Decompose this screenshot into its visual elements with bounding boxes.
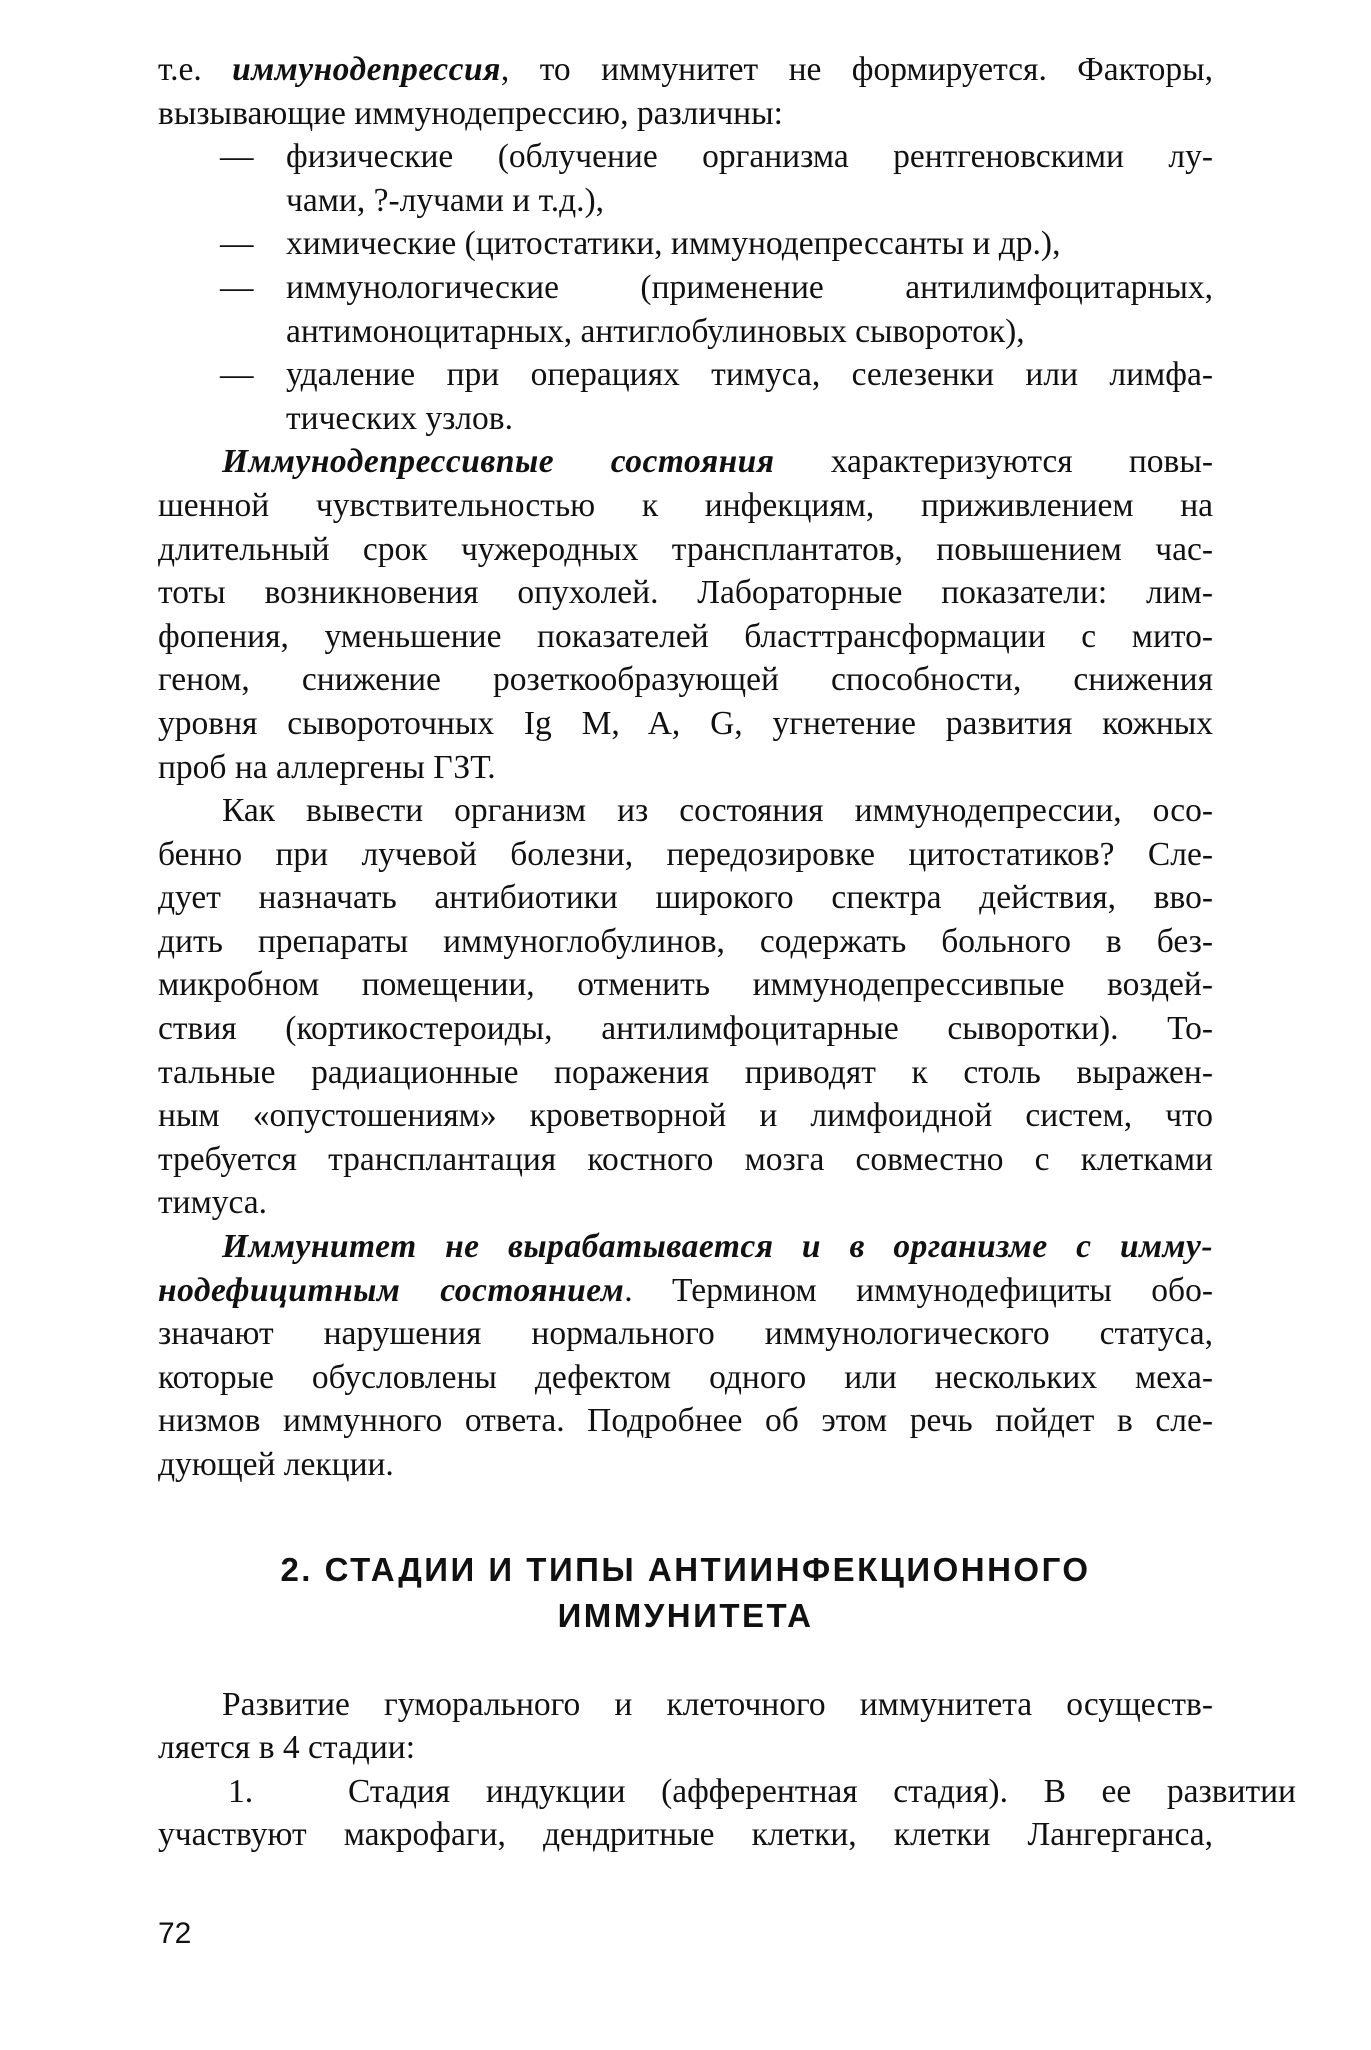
text-line: дует назначать антибиотики широкого спектра действия, вво-: [158, 879, 1213, 917]
paragraph-treatment: [158, 789, 1213, 1225]
text-line: вызывающие иммунодепрессию, различны:: [158, 94, 783, 132]
text-line: которые обусловлены дефектом одного или нескольких меха-: [158, 1358, 1213, 1396]
list-item-text: удаление при операциях тимуса, селезенки или лимфа-: [286, 356, 1213, 394]
text-line: [158, 48, 1213, 92]
text-span: . Термином иммунодефициты обо-: [624, 1271, 1213, 1309]
list-item-continuation: антимоноцитарных, антиглобулиновых сывороток),: [286, 312, 1025, 350]
emphasis-term: нодефицитным состоянием: [158, 1271, 625, 1309]
stage-item: [158, 1770, 1296, 1857]
list-item: [158, 266, 1213, 310]
text-line: низмов иммунного ответа. Подробнее об этом речь пойдет в сле-: [158, 1402, 1213, 1440]
section-heading-line: ИММУНИТЕТА: [557, 1596, 814, 1634]
stage-item-first-line: [158, 1770, 1296, 1814]
dash-bullet: —: [220, 138, 254, 176]
text-line: шенной чувствительностью к инфекциям, приживлением на: [158, 486, 1213, 524]
section-heading-line: 2. СТАДИИ И ТИПЫ АНТИИНФЕКЦИОННОГО: [280, 1550, 1091, 1588]
text-line: ным «опустошениям» кроветворной и лимфоидной систем, что: [158, 1097, 1213, 1135]
intro-paragraph: [158, 48, 1213, 135]
text-line: фопения, уменьшение показателей бласттрансформации с мито-: [158, 617, 1213, 655]
text-line: Развитие гуморального и клеточного иммунитета осуществ-: [222, 1685, 1213, 1723]
list-item-text: химические (цитостатики, иммунодепрессанты и др.),: [286, 225, 1061, 263]
text-line: дить препараты иммуноглобулинов, содержать больного в без-: [158, 922, 1213, 960]
emphasis-term: иммунодепрессия: [232, 51, 501, 88]
text-line: проб на аллергены ГЗТ.: [158, 748, 496, 786]
text-line: Как вывести организм из состояния иммунодепрессии, осо-: [222, 792, 1213, 830]
text-line: значают нарушения нормального иммунологического статуса,: [158, 1315, 1213, 1353]
text-line: требуется трансплантация костного мозга совместно с клетками: [158, 1140, 1213, 1178]
paragraph-immunodepressive-states: [158, 440, 1213, 789]
text-line: геном, снижение розеткообразующей способности, снижения: [158, 661, 1213, 699]
section-heading: [158, 1547, 1213, 1639]
dash-bullet: —: [220, 225, 254, 263]
page-number: 72: [158, 1917, 192, 1950]
text-line: ляется в 4 стадии:: [158, 1729, 416, 1767]
text-line: участвуют макрофаги, дендритные клетки, клетки Лангерганса,: [158, 1816, 1213, 1854]
list-item: [158, 222, 1213, 266]
list-item: [158, 353, 1213, 397]
paragraph-immunodeficiency: [158, 1225, 1213, 1487]
text-line: дующей лекции.: [158, 1446, 394, 1483]
list-item-text: физические (облучение организма рентгеновскими лу-: [286, 138, 1213, 176]
text-line: тимуса.: [158, 1184, 268, 1222]
text-line: длительный срок чужеродных трансплантатов, повышением час-: [158, 530, 1213, 568]
text-line: [158, 1225, 1213, 1269]
text-line: [158, 440, 1213, 484]
list-item: [158, 135, 1213, 179]
text-span: , то иммунитет не формируется. Факторы,: [500, 51, 1213, 88]
page-body: [158, 48, 1296, 1857]
list-item-continuation: тических узлов.: [286, 399, 513, 437]
text-span: т.е.: [158, 51, 233, 88]
stage-item-text: Стадия индукции (афферентная стадия). В ее развитии: [348, 1772, 1296, 1810]
text-line: тальные радиационные поражения приводят к столь выражен-: [158, 1053, 1213, 1091]
text-span: характеризуются повы-: [774, 443, 1213, 481]
factor-list: [158, 135, 1213, 440]
dash-bullet: —: [220, 356, 254, 394]
text-line: [158, 1269, 1213, 1313]
emphasis-term: Иммунитет не вырабатывается и в организме с имму-: [222, 1228, 1213, 1266]
paragraph-stages-intro: [158, 1683, 1213, 1770]
stage-number: 1.: [228, 1772, 254, 1810]
list-item-text: иммунологические (применение антилимфоцитарных,: [286, 268, 1213, 306]
text-line: ствия (кортикостероиды, антилимфоцитарные сыворотки). То-: [158, 1010, 1213, 1048]
text-line: микробном помещении, отменить иммунодепрессивпые воздей-: [158, 966, 1213, 1004]
text-line: бенно при лучевой болезни, передозировке цитостатиков? Сле-: [158, 835, 1213, 873]
text-line: уровня сывороточных Ig M, A, G, угнетение развития кожных: [158, 704, 1213, 742]
list-item-continuation: чами, ?-лучами и т.д.),: [286, 181, 605, 219]
text-line: тоты возникновения опухолей. Лабораторные показатели: лим-: [158, 574, 1213, 612]
emphasis-term: Иммунодепрессивпые состояния: [222, 443, 775, 481]
dash-bullet: —: [220, 268, 254, 306]
